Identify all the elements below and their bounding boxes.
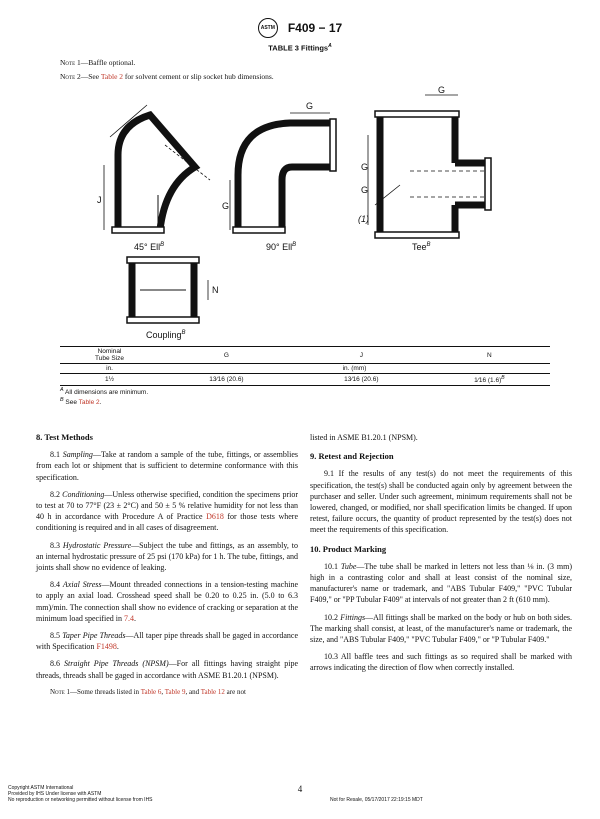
para-8-5: 8.5 Taper Pipe Threads—All taper pipe threads shall be gaged in accordance with Specification F1498. <box>36 631 299 652</box>
col-nominal: Nominal Tube Size <box>94 348 125 362</box>
section-8-heading: 8. Test Methods <box>36 432 93 442</box>
document-header <box>0 18 600 38</box>
cell-size: 1½ <box>104 376 115 384</box>
para-8-6: 8.6 Straight Pipe Threads (NPSM)—For all fittings having straight pipe threads, threads shall be gaged in accordance with ASME B1.20.1 (NPSM). <box>36 659 299 680</box>
unit-in-mm: in. (mm) <box>342 365 367 372</box>
right-column <box>310 432 572 680</box>
tee-dim-g1: G <box>438 85 446 95</box>
f1498-link[interactable]: F1498 <box>96 642 117 652</box>
section-9-heading: 9. Retest and Rejection <box>310 451 394 462</box>
col-g: G <box>223 351 229 359</box>
note-continuation: listed in ASME B1.20.1 (NPSM). <box>310 433 418 442</box>
callout-label: (1) <box>358 214 369 224</box>
table-row <box>60 374 550 386</box>
ell-90-figure <box>230 113 336 233</box>
col-j: J <box>359 351 363 359</box>
table-6-link[interactable]: Table 6 <box>140 687 162 696</box>
ell45-dim-j2: J <box>126 122 131 132</box>
dimensions-table <box>60 346 550 386</box>
fittings-drawing <box>0 85 600 350</box>
table-footnote-b: $^B$ See Table 2. <box>60 397 102 407</box>
copyright-footer: Copyright ASTM International Provided by IHS Under license with ASTM No reproduction or networking permitted without license from IHS <box>8 785 153 803</box>
cell-j: 13⁄16 (20.6) <box>344 376 379 384</box>
document-code: F409 − 17 <box>287 21 343 35</box>
note-8-1: Note 1—Some threads listed in Table 6, Table 9, and Table 12 are not <box>50 687 246 696</box>
tee-dim-g2: G <box>361 162 369 172</box>
page-number: 4 <box>297 784 303 794</box>
d618-link[interactable]: D618 <box>206 512 224 522</box>
left-column <box>36 424 298 704</box>
unit-in: in. <box>106 365 113 372</box>
tee-dim-g3: G <box>361 185 369 195</box>
ell90-dim-g1: G <box>222 201 230 211</box>
para-10-2: 10.2 Fittings—All fittings shall be marked on the body or hub on both sides. The marking shall consist, at least, of the manufacturer's name or trademark, the size, and "ABS Tubular F409," "PVC Tubular F409," or "P Tubular F409." <box>310 612 573 645</box>
para-8-1: 8.1 Sampling—Take at random a sample of the tube, fittings, or assemblies from each lot or shipment that is sufficient to determine conformance with this specification. <box>36 450 298 482</box>
para-8-2: 8.2 Conditioning—Unless otherwise specified, condition the specimens prior to test at 70 to 77°F (23 ± 2°C) and 50 ± 5 % relative humidity for not less than 40 h in accordance with Procedure A of Practice D618 for those tests where conditioning is required and in all cases of disagreement. <box>36 489 299 533</box>
footnote-table-2-link[interactable]: Table 2 <box>78 399 100 407</box>
coupling-figure <box>127 257 208 323</box>
para-8-4: 8.4 Axial Stress—Mount threaded connections in a tension-testing machine to apply an axial load. Crosshead speed shall be 0.20 to 0.25 in. (5.0 to 6.3 mm)/min. The connection shall show no evidence of cracking or separation at the minimum load specified in 7.4. <box>36 580 299 623</box>
tee-figure <box>368 95 491 238</box>
ell-45-label: 45° Ell$^B$ <box>134 242 165 252</box>
table-footnote-a: $^A$ All dimensions are minimum. <box>60 387 149 397</box>
table-title: TABLE 3 Fittings$^A$ <box>268 43 332 53</box>
para-8-3: 8.3 Hydrostatic Pressure—Subject the tube and fittings, as an assembly, to an internal hydrostatic pressure of 25 psi (170 kPa) for 1 h. The tube, fittings, and joints shall show no evidence of leaking. <box>36 540 298 573</box>
col-n: N <box>487 351 492 359</box>
section-10-heading: 10. Product Marking <box>310 543 387 554</box>
table-note-1: Note 1—Baffle optional. <box>60 58 136 67</box>
ell-45-figure <box>104 105 210 233</box>
cell-g: 13⁄16 (20.6) <box>209 376 244 384</box>
table-note-2: Note 2—See Table 2 for solvent cement or slip socket hub dimensions. <box>60 72 274 81</box>
ell45-dim-j1: J <box>97 195 102 205</box>
coupling-label: Coupling$^B$ <box>146 330 186 340</box>
tee-label: Tee$^B$ <box>412 242 431 252</box>
ell90-dim-g2: G <box>306 101 314 111</box>
table-2-link[interactable]: Table 2 <box>100 72 124 81</box>
table-9-link[interactable]: Table 9 <box>164 687 186 696</box>
ell-90-label: 90° Ell$^B$ <box>266 242 297 252</box>
table-12-link[interactable]: Table 12 <box>200 687 225 696</box>
astm-logo: ASTM <box>258 18 278 38</box>
para-10-1: 10.1 Tube—The tube shall be marked in letters not less than ⅛ in. (3 mm) high in a contrasting color and shall at least consist of the nominal size, manufacturer's name or trademark, and "ABS Tubular F409," "PVC Tubular F409," or "PP Tubular F409" at intervals of not greater than 2 ft (610 mm). <box>310 561 572 605</box>
coupling-dim-n: N <box>212 285 219 295</box>
section-7-4-link[interactable]: 7.4 <box>123 613 134 623</box>
cell-n: 1⁄16 $(1.6)^B$ <box>474 375 505 385</box>
para-9-1: 9.1 If the results of any test(s) do not meet the requirements of this specification, the test(s) shall be conducted again only by agreement between the purchaser and seller. Under such agreement, minimum requirements shall not be lowered, changed, or modified, nor shall specification limits be changed. If upon retest, failure occurs, the quantity of product represented by the test(s) does not meet the requirements of this specification. <box>310 469 572 535</box>
para-10-3: 10.3 All baffle tees and such fittings as so required shall be marked with arrows indicating the direction of flow when correctly installed. <box>310 652 572 673</box>
resale-footer: Not for Resale, 05/17/2017 22:19:15 MDT <box>330 797 423 803</box>
